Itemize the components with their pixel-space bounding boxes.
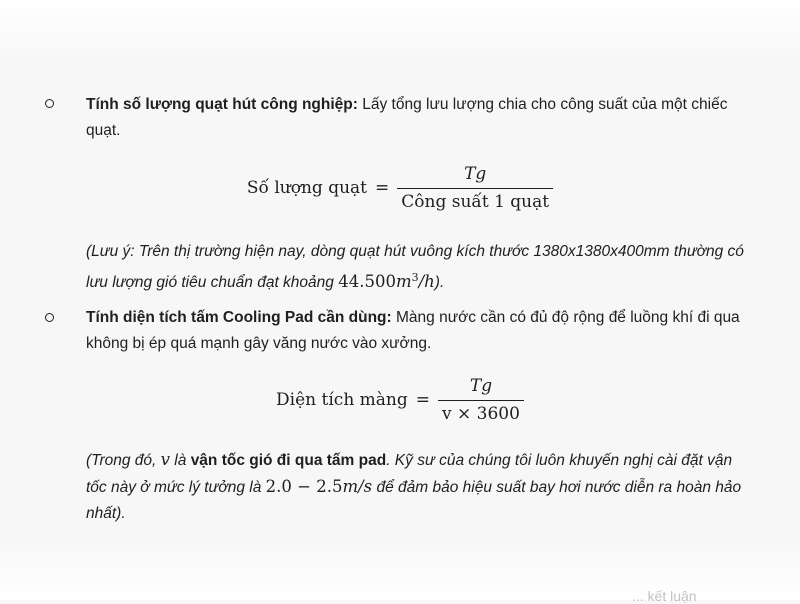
note-unit-m: m: [395, 272, 412, 292]
formula-lhs: Diện tích màng: [276, 390, 408, 410]
list-item-fan-count: [86, 92, 746, 144]
formula-fraction: [397, 164, 553, 212]
list-item-text: Màng nước cần có đủ độ rộng để luồng khí đi qua không bị ép quá mạnh gây văng nước vào xưởng.: [86, 309, 740, 352]
note-unit-rest: /h: [418, 272, 435, 292]
list-item-title: Tính số lượng quạt hút công nghiệp:: [86, 96, 358, 113]
note-end: để đảm bảo hiệu suất bay hơi nước diễn ra hoàn hảo nhất).: [86, 479, 742, 522]
formula-equals: =: [375, 178, 390, 198]
note-open: (Trong đó,: [86, 452, 161, 469]
note-range-unit: m/s: [342, 477, 373, 496]
note-fan-capacity: [86, 239, 756, 296]
formula-equals: =: [415, 390, 431, 410]
formula-pad-area: [0, 376, 800, 424]
note-air-velocity: [86, 447, 756, 527]
note-value: 44.500: [338, 272, 396, 292]
note-close: ).: [434, 274, 445, 292]
footer-fragment: ... kết luận: [632, 588, 697, 604]
note-text: (Lưu ý: Trên thị trường hiện nay, dòng quạt hút vuông kích thước 1380x1380x400mm thường có lưu lượng gió tiêu chuẩn đạt khoảng: [86, 243, 744, 292]
formula-fan-count: [0, 164, 800, 212]
formula-denominator: v × 3600: [442, 404, 520, 424]
formula-numerator: Tg: [469, 376, 493, 396]
note-mid: là: [170, 452, 191, 469]
formula-fraction: [438, 376, 524, 424]
note-unit-exponent: 3: [411, 271, 419, 284]
note-text: . Kỹ sư của chúng tôi luôn khuyến nghị cài đặt vận tốc này ở mức lý tưởng là: [86, 452, 733, 496]
bullet-circle: [45, 313, 54, 322]
top-fade: [0, 0, 800, 60]
bullet-circle: [45, 99, 54, 108]
formula-denominator: Công suất 1 quạt: [401, 192, 550, 212]
note-bold-term: vận tốc gió đi qua tấm pad: [190, 452, 387, 469]
list-item-text: Lấy tổng lưu lượng chia cho công suất của một chiếc quạt.: [86, 96, 728, 139]
formula-lhs: Số lượng quạt: [246, 178, 368, 198]
formula-numerator: Tg: [464, 164, 487, 184]
note-range: 2.0 − 2.5: [265, 477, 343, 496]
note-variable: v: [160, 450, 170, 469]
list-item-title: Tính diện tích tấm Cooling Pad cần dùng:: [86, 309, 392, 326]
list-item-cooling-pad: [86, 305, 746, 357]
